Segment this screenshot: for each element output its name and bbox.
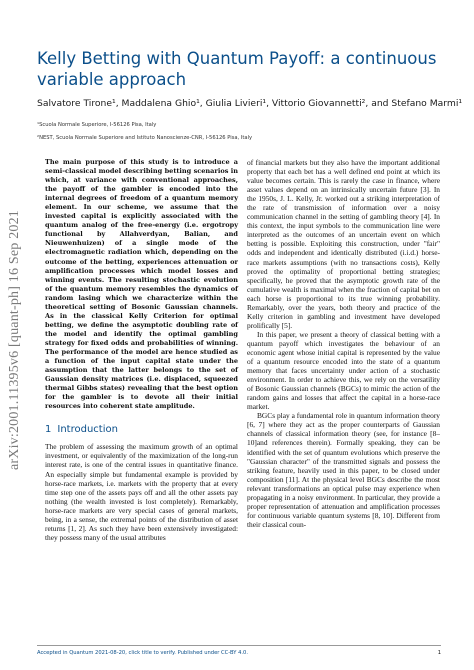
page-footer: [37, 650, 441, 660]
arxiv-identifier-margin: [5, 160, 25, 520]
intro-paragraph-3: BGCs play a fundamental role in quantum information theory [6, 7] where they act as the proper counterparts of Gaussian channels of classical information theory (see, for instance [8–10]and references therein). Formally speaking, they can be identified with the set of quantum evolutions which preserve the "Gaussian character" of the transmitted signals and possess the striking feature, heavily used in this paper, to be closed under composition [11]. At the physical level BGCs describe the most relevant transformations an optical pulse may experience when propagating in a noisy environment. In particular, they provide a proper representation of attenuation and amplification processes for continuous variable quantum systems [8, 10]. Different from their classical coun-: [247, 411, 440, 529]
section-heading-introduction: [45, 425, 238, 434]
section-title: Introduction: [57, 424, 118, 436]
section-number: 1: [45, 424, 52, 436]
author-list: Salvatore Tirone¹, Maddalena Ghio¹, Giulia Livieri¹, Vittorio Giovannetti², and Stefano Marmi¹: [37, 98, 463, 109]
intro-paragraph-1-continued: of financial markets but they also have the important additional property that each bet has a well defined end point at which its value becomes certain. This is rarely the case in finance, where asset values depend on an intrinsically uncertain future [3]. In the 1950s, J. L. Kelly, Jr. worked out a striking interpretation of the rate of transmission of information over a noisy communication channel in the setting of gambling theory [4]. In this context, the input symbols to the communication line were interpreted as the outcomes of an uncertain event on which betting is possible. Exploiting this construction, under "fair" odds and independent and identically distributed (i.i.d.) horse-race markets assumptions (with no transactions costs), Kelly proved the optimality of proportional betting strategies; specifically, he proved that the asymptotic growth rate of the cumulative wealth is maximal when the fraction of capital bet on each horse is proportional to its true winning probability. Remarkably, over the years, both theory and practice of the Kelly criterion in gambling and investment have developed prolifically [5].: [247, 158, 440, 330]
page-number: 1: [437, 650, 441, 656]
paper-title[interactable]: Kelly Betting with Quantum Payoff: a continuous variable approach: [37, 49, 437, 89]
affiliation-2: ²NEST, Scuola Normale Superiore and Istituto Nanoscienze-CNR, I-56126 Pisa, Italy: [37, 135, 253, 141]
footer-publication-notice[interactable]: Accepted in Quantum 2021-08-20, click title to verify. Published under CC-BY 4.0.: [37, 650, 248, 656]
abstract: The main purpose of this study is to introduce a semi-classical model describing betting scenarios in which, at variance with conventional approaches, the payoff of the gambler is encoded into the internal degrees of freedom of a quantum memory element. In our scheme, we assume that the invested capital is explicitly associated with the quantum analog of the free-energy (i.e. ergotropy functional by Allahverdyan, Balian, and Nieuwenhuizen) of a single mode of the electromagnetic radiation which, depending on the outcome of the betting, experiences attenuation or amplification processes which model losses and winning events. The resulting stochastic evolution of the quantum memory resembles the dynamics of random lasing which we characterize within the theoretical setting of Bosonic Gaussian channels. As in the classical Kelly Criterion for optimal betting, we define the asymptotic doubling rate of the model and identify the optimal gambling strategy for fixed odds and probabilities of winning. The performance of the model are hence studied as a function of the input capital state under the assumption that the latter belongs to the set of Gaussian density matrices (i.e. displaced, squeezed thermal Gibbs states) revealing that the best option for the gambler is to devote all their initial resources into coherent state amplitude.: [45, 158, 238, 411]
left-column: [45, 158, 238, 542]
arxiv-identifier: arXiv:2001.11395v6 [quant-ph] 16 Sep 2021: [7, 209, 22, 471]
footer-rule: [37, 645, 441, 646]
right-column: [247, 158, 440, 529]
intro-paragraph-2: In this paper, we present a theory of classical betting with a quantum payoff which investigates the behaviour of an economic agent whose initial capital is represented by the value of a quantum resource encoded into the state of a quantum memory that faces uncertainty under action of a stochastic environment. In order to achieve this, we rely on the versatility of Bosonic Gaussian channels (BGCs) to mimic the action of the random gains and losses that affect the capital in a horse-race market.: [247, 329, 440, 412]
intro-paragraph-1: The problem of assessing the maximum growth of an optimal investment, or equivalently of the maximization of the long-run interest rate, is one of the central issues in quantitative finance. An especially simple but fundamental example is provided by horse-race markets, i.e. markets with the property that at every time step one of the assets pays off and all the other assets pay nothing (the wealth invested is lost completely). Remarkably, horse-race markets are very special cases of general markets, being, in a sense, the extremal points of the distribution of asset returns [1, 2]. As such they have been extensively investigated: they possess many of the usual attributes: [45, 442, 238, 542]
affiliation-1: ¹Scuola Normale Superiore, I-56126 Pisa, Italy: [37, 122, 157, 128]
